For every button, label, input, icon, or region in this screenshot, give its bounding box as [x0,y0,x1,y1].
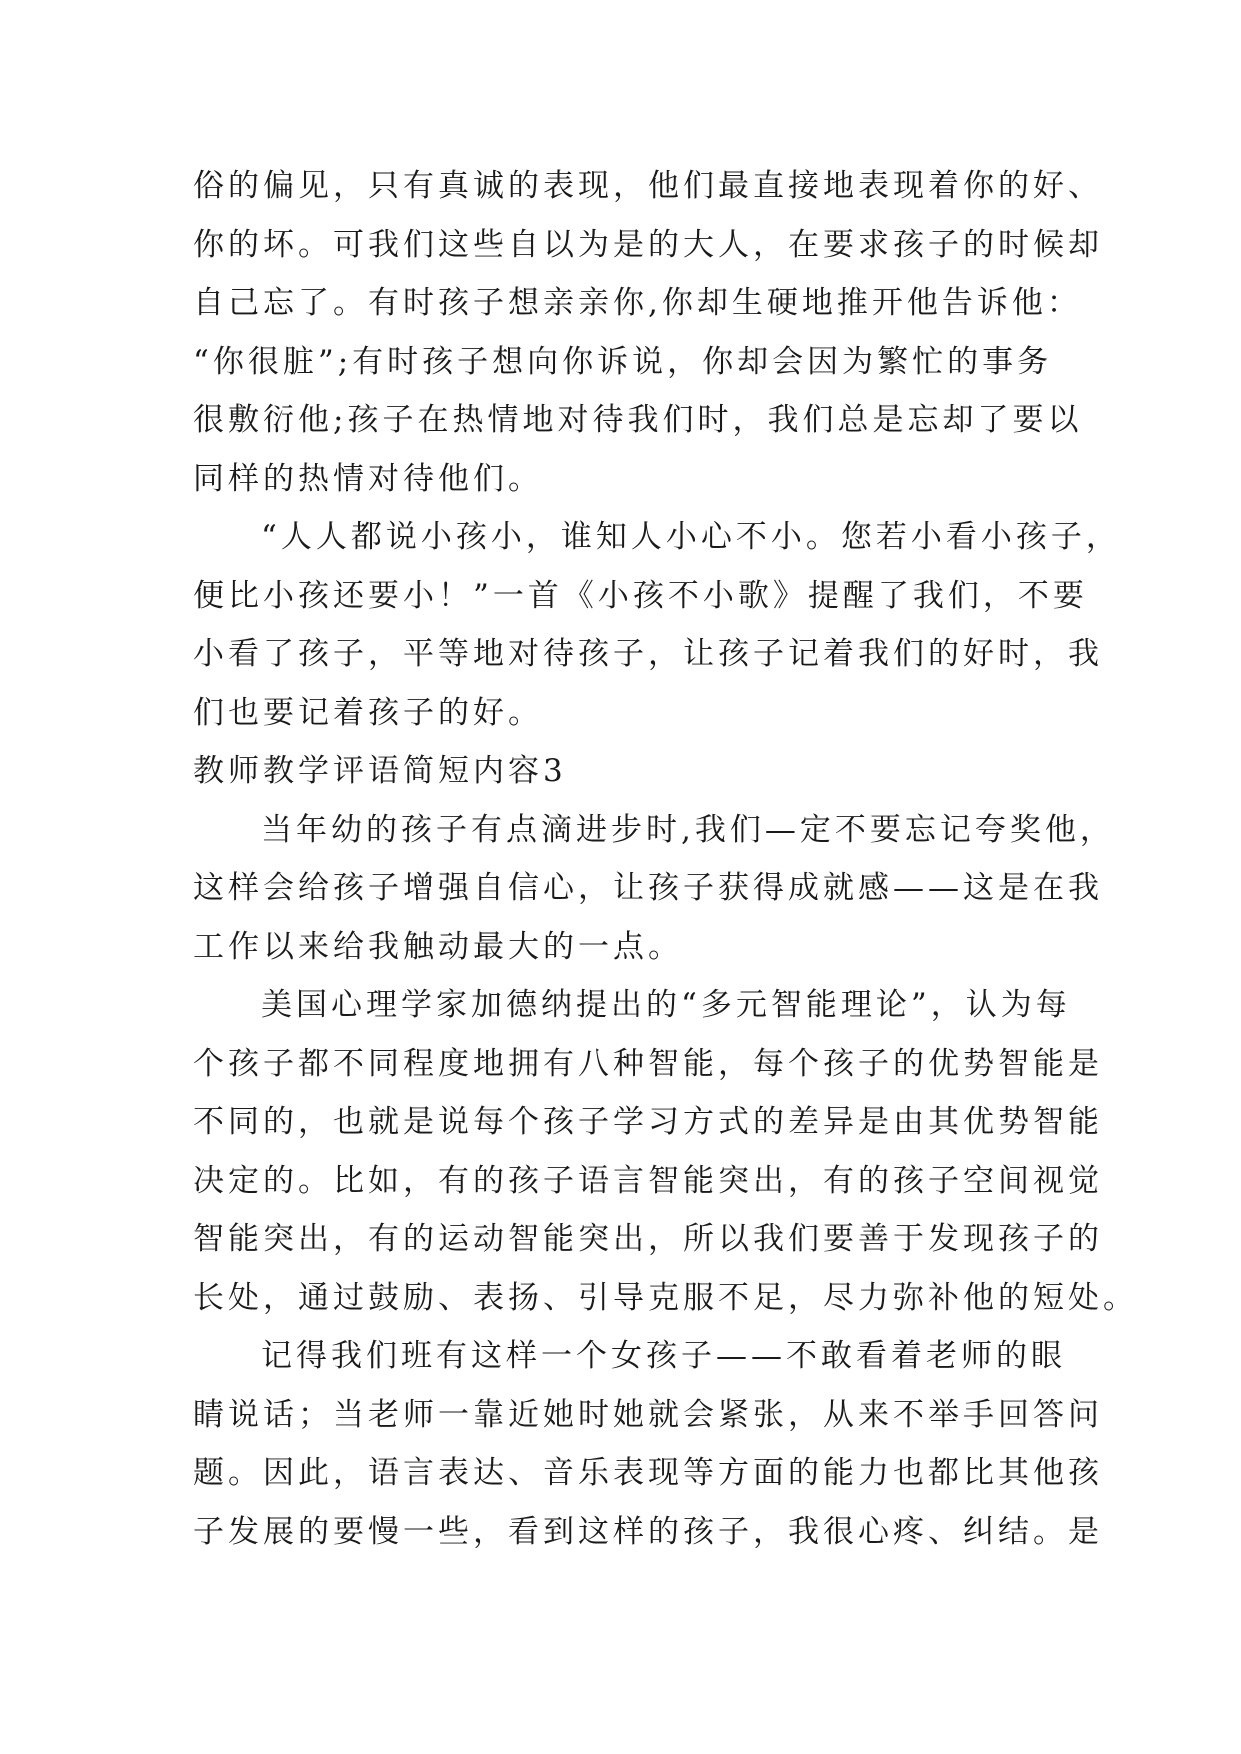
text-line: 很敷衍他;孩子在热情地对待我们时，我们总是忘却了要以 [193,402,1083,438]
text-line: “你很脏”;有时孩子想向你诉说，你却会因为繁忙的事务 [193,343,1053,380]
text-line: 俗的偏见，只有真诚的表现，他们最直接地表现着你的好、 [193,168,1103,204]
text-line: 个孩子都不同程度地拥有八种智能，每个孩子的优势智能是 [193,1045,1103,1082]
paragraph-start-line: “人人都说小孩小，谁知人小心不小。您若小看小孩子， [261,519,1121,555]
paragraph-start-line: 当年幼的孩子有点滴进步时,我们—定不要忘记夸奖他， [261,811,1115,848]
text-line: 智能突出，有的运动智能突出，所以我们要善于发现孩子的 [193,1221,1103,1257]
text-line: 决定的。比如，有的孩子语言智能突出，有的孩子空间视觉 [193,1162,1103,1199]
text-line: 自己忘了。有时孩子想亲亲你,你却生硬地推开他告诉他： [193,285,1082,321]
paragraph-start-line: 记得我们班有这样一个女孩子——不敢看着老师的眼 [261,1338,1066,1374]
text-line: 们也要记着孩子的好。 [193,694,543,731]
text-line: 同样的热情对待他们。 [193,460,543,497]
text-line: 这样会给孩子增强自信心，让孩子获得成就感——这是在我 [193,870,1103,906]
text-line: 睛说话；当老师一靠近她时她就会紧张，从来不举手回答问 [193,1396,1103,1433]
paragraph-start-line: 美国心理学家加德纳提出的“多元智能理论”，认为每 [261,987,1071,1023]
text-line: 长处，通过鼓励、表扬、引导克服不足，尽力弥补他的短处。 [193,1279,1138,1316]
text-line: 不同的，也就是说每个孩子学习方式的差异是由其优势智能 [193,1104,1103,1140]
document-body [193,157,1138,1561]
text-line: 便比小孩还要小！”一首《小孩不小歌》提醒了我们，不要 [193,577,1088,614]
text-line: 题。因此，语言表达、音乐表现等方面的能力也都比其他孩 [193,1455,1103,1491]
text-line: 子发展的要慢一些，看到这样的孩子，我很心疼、纠结。是 [193,1513,1103,1550]
section-heading: 教师教学评语简短内容3 [193,753,567,789]
text-line: 小看了孩子，平等地对待孩子，让孩子记着我们的好时，我 [193,636,1103,672]
text-line: 你的坏。可我们这些自以为是的大人，在要求孩子的时候却 [193,226,1103,263]
text-line: 工作以来给我触动最大的一点。 [193,928,683,965]
